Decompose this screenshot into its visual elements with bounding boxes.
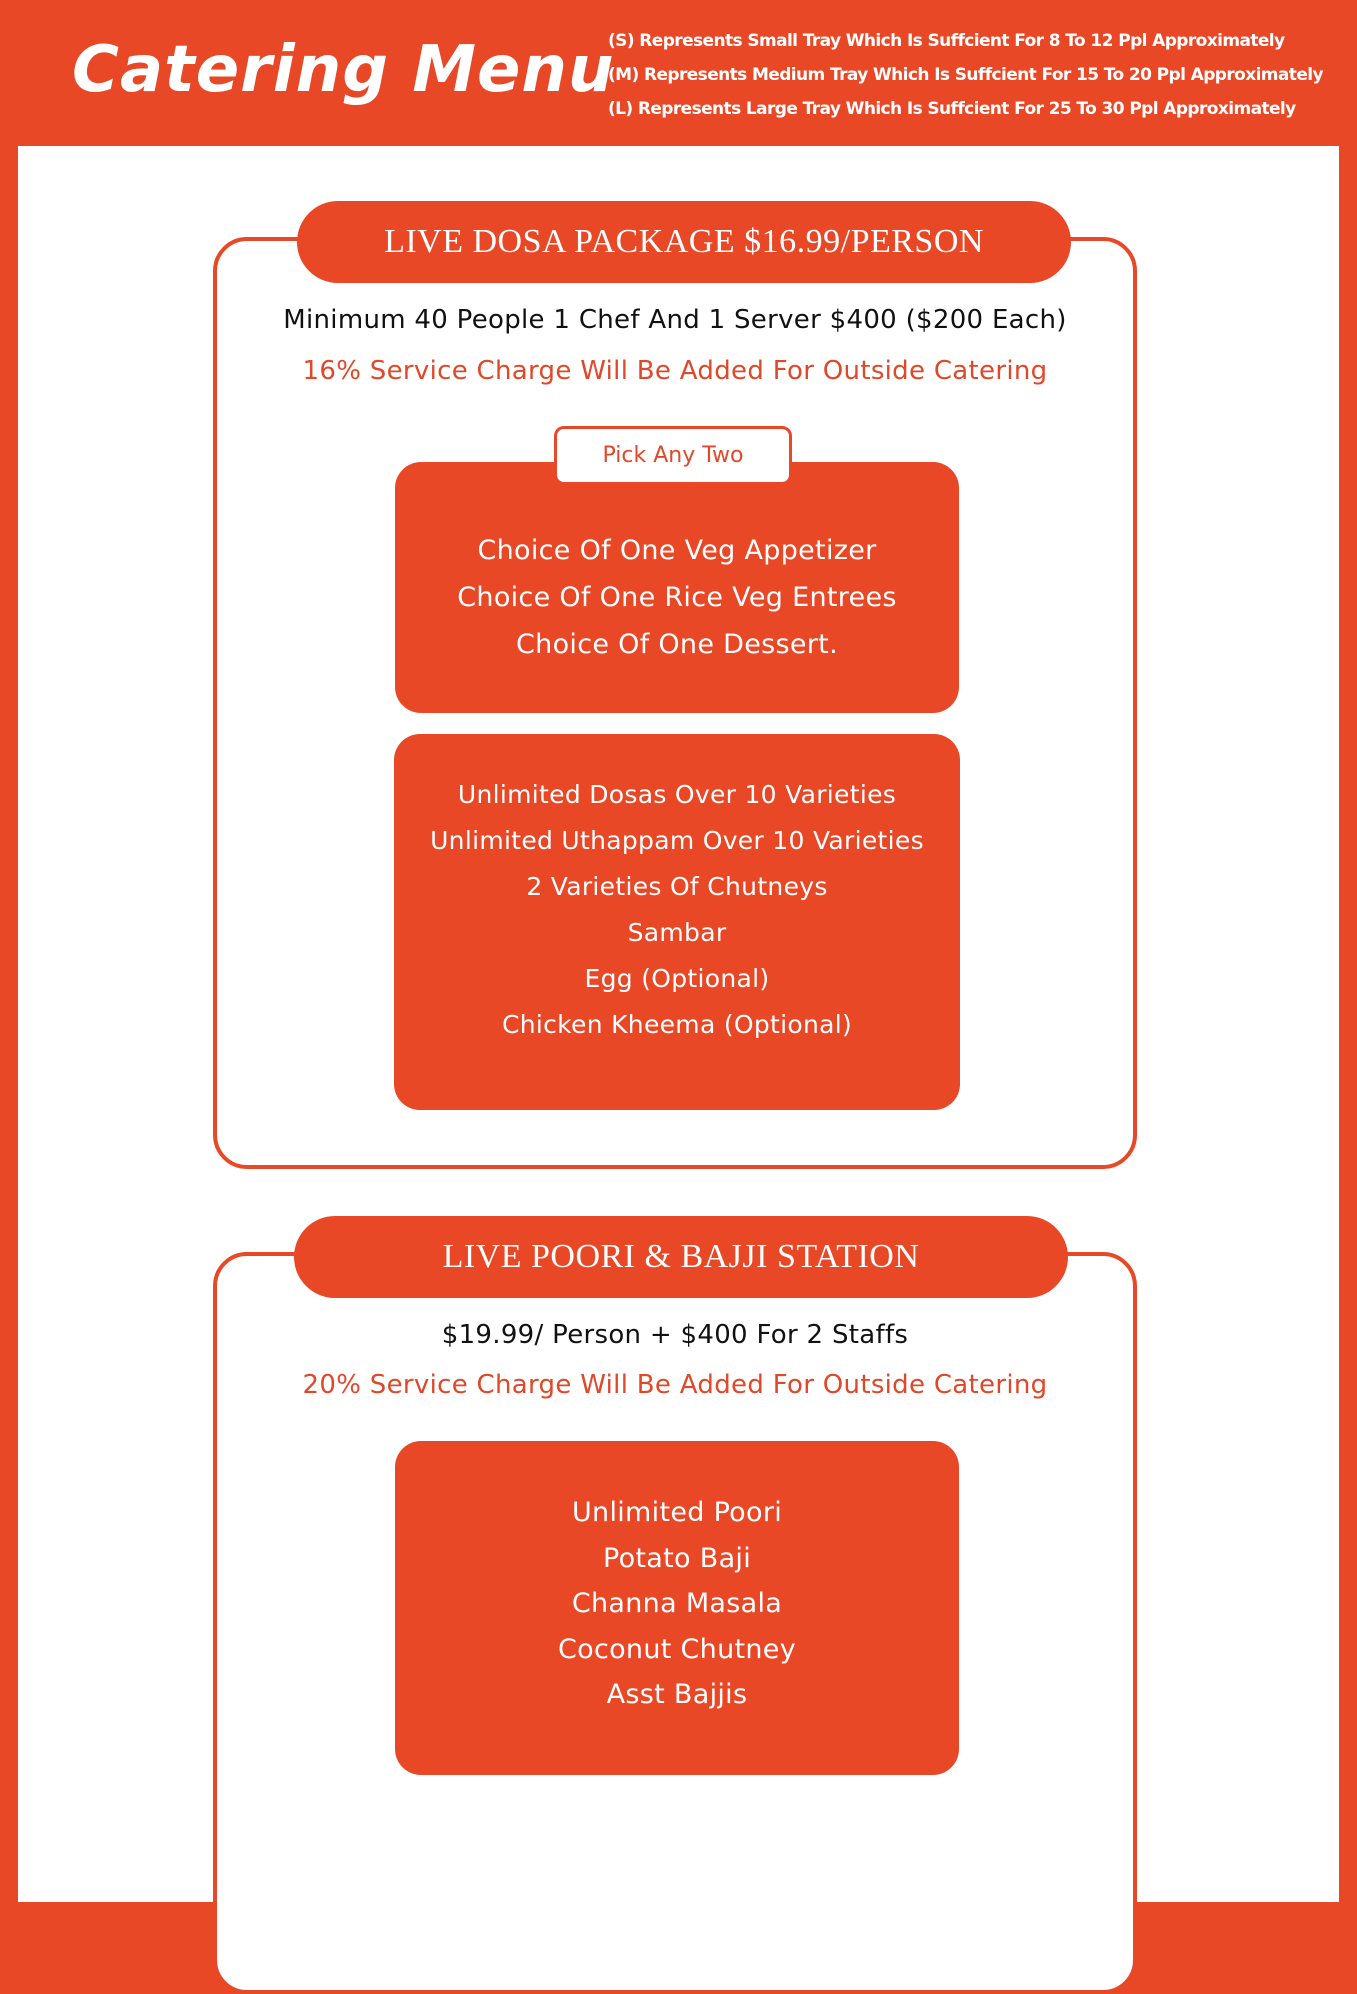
dosa-package-title: LIVE DOSA PACKAGE $16.99/PERSON [297, 201, 1071, 283]
tray-size-notes [608, 24, 1323, 126]
page-header [0, 0, 1357, 146]
tray-note-medium: (M) Represents Medium Tray Which Is Suffcient For 15 To 20 Ppl Approximately [608, 65, 1323, 85]
menu-item: Asst Bajjis [606, 1679, 748, 1710]
menu-item: Unlimited Dosas Over 10 Varieties [457, 780, 897, 809]
menu-item: Chicken Kheema (Optional) [501, 1010, 853, 1039]
menu-item: Sambar [627, 918, 727, 947]
menu-item: Coconut Chutney [558, 1633, 796, 1665]
menu-item: Egg (Optional) [584, 964, 770, 993]
dosa-service-charge: 16% Service Charge Will Be Added For Outside Catering [302, 356, 1048, 386]
choice-item: Choice Of One Rice Veg Entrees [457, 582, 897, 613]
menu-item: Channa Masala [571, 1588, 783, 1619]
choice-item: Choice Of One Dessert. [516, 629, 838, 660]
poori-service-charge: 20% Service Charge Will Be Added For Outside Catering [302, 1370, 1048, 1400]
menu-item: Unlimited Poori [571, 1497, 783, 1528]
poori-station-title: LIVE POORI & BAJJI STATION [294, 1216, 1068, 1298]
menu-item: Unlimited Uthappam Over 10 Varieties [430, 826, 924, 855]
choice-item: Choice Of One Veg Appetizer [477, 535, 877, 566]
pick-any-two-tag: Pick Any Two [554, 426, 792, 485]
dosa-items-card [394, 734, 960, 1110]
poori-price-note: $19.99/ Person + $400 For 2 Staffs [441, 1320, 909, 1350]
menu-sheet [18, 146, 1339, 1902]
poori-items-card [395, 1441, 959, 1775]
menu-item: 2 Varieties Of Chutneys [526, 872, 828, 901]
menu-item: Potato Baji [602, 1542, 752, 1574]
dosa-choices-card [395, 462, 959, 713]
menu-title: Catering Menu [72, 33, 615, 107]
tray-note-small: (S) Represents Small Tray Which Is Suffcient For 8 To 12 Ppl Approximately [608, 31, 1285, 51]
poori-station [213, 1238, 1137, 1994]
dosa-package [213, 223, 1137, 1169]
dosa-minimum-note: Minimum 40 People 1 Chef And 1 Server $400 ($200 Each) [283, 305, 1067, 335]
tray-note-large: (L) Represents Large Tray Which Is Suffcient For 25 To 30 Ppl Approximately [608, 99, 1296, 119]
